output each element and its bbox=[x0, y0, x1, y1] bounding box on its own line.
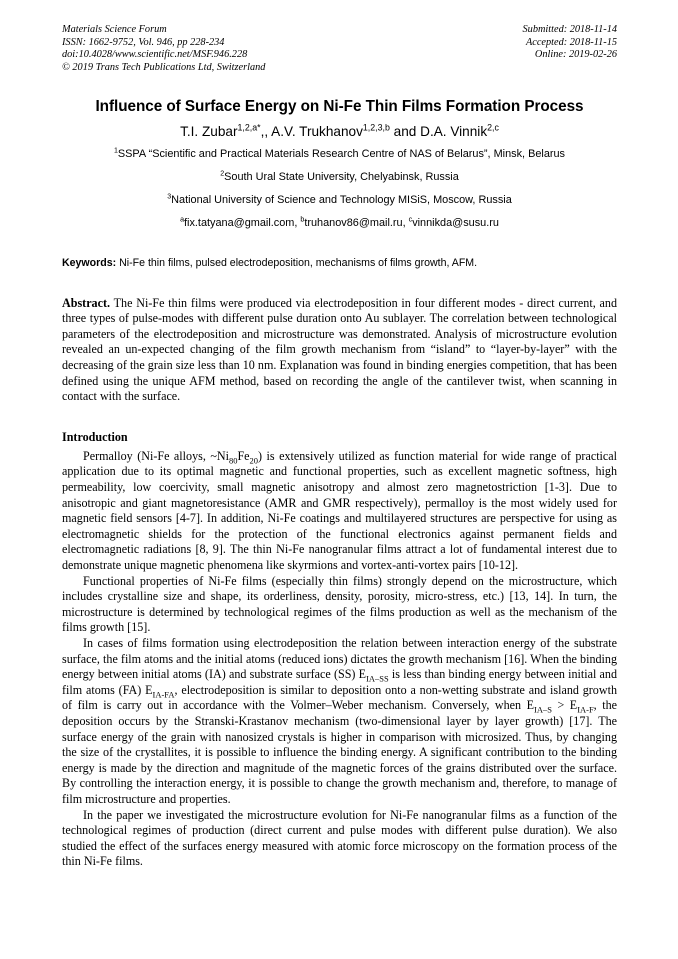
date-online: Online: 2019-02-26 bbox=[534, 49, 617, 61]
journal-copyright: © 2019 Trans Tech Publications Ltd, Switzerland bbox=[62, 61, 266, 73]
affiliation-marker: 2 bbox=[220, 169, 225, 178]
introduction-heading: Introduction bbox=[62, 429, 128, 444]
author-emails bbox=[62, 217, 617, 230]
affiliation-text: South Ural State University, Chelyabinsk, Russia bbox=[224, 170, 459, 183]
email-separator: , bbox=[294, 216, 301, 229]
author-affiliation-marker: 2,c bbox=[487, 122, 499, 133]
para3-subscript-1: IA–SS bbox=[366, 673, 389, 684]
para1-segment-1: Permalloy (Ni-Fe alloys, ~Ni bbox=[83, 448, 229, 463]
date-accepted: Accepted: 2018-11-15 bbox=[525, 36, 617, 48]
para3-subscript-4: IA-F bbox=[577, 704, 594, 715]
author-name: D.A. Vinnik bbox=[420, 124, 488, 140]
para1-subscript-2: 20 bbox=[249, 455, 259, 466]
intro-paragraph-2: Functional properties of Ni-Fe films (especially thin films) strongly depend on the microstructure, which includes crystalline size and shape, its orderliness, density, porosity, micro-stress, etc.) [13, 14]. In turn, the microstructure is determined by technological regimes of the films production as well as the mechanism of the films growth [15]. bbox=[62, 573, 617, 635]
abstract-block bbox=[62, 296, 617, 405]
email-address: fix.tatyana@gmail.com bbox=[184, 216, 295, 229]
paper-title: Influence of Surface Energy on Ni-Fe Thin Films Formation Process bbox=[95, 98, 584, 116]
affiliation-1 bbox=[62, 148, 617, 161]
journal-issn-volume: ISSN: 1662-9752, Vol. 946, pp 228-234 bbox=[62, 36, 225, 48]
publication-dates bbox=[523, 24, 617, 62]
para3-segment-3: , electrodeposition is similar to deposition onto a non-wetting substrate and island growth of film is carry out in accordance with the Volmer–Weber mechanism. Conversely, when E bbox=[62, 682, 617, 713]
author-separator: , bbox=[260, 124, 265, 140]
journal-name: Materials Science Forum bbox=[62, 24, 167, 35]
journal-doi: doi:10.4028/www.scientific.net/MSF.946.228 bbox=[62, 49, 248, 61]
para1-segment-2: Fe bbox=[237, 448, 250, 463]
intro-paragraph-4: In the paper we investigated the microstructure evolution for Ni-Fe nanogranular films as a function of the technological regimes of production (direct current and pulse modes with different pulse duration). We also studied the effect of the surfaces energy measured with atomic force microscopy on the formation process of the thin Ni-Fe films. bbox=[62, 807, 617, 869]
author-list bbox=[62, 123, 617, 140]
para3-segment-1: In cases of films formation using electrodeposition the relation between interaction energy of the substrate surface, the film atoms and the initial atoms (reduced ions) dictates the growth mechanism [16]. When the binding energy between initial atoms (IA) and substrate surface (SS) E bbox=[62, 635, 617, 682]
affiliation-marker: 1 bbox=[113, 146, 118, 155]
keywords-line bbox=[62, 257, 617, 270]
author-affiliation-marker: 1,2,a* bbox=[237, 122, 261, 133]
author-conjunction: and bbox=[393, 124, 421, 140]
keywords-text: Ni-Fe thin films, pulsed electrodeposition, mechanisms of films growth, AFM. bbox=[116, 256, 478, 269]
para3-segment-5: , the deposition occurs by the Stranski-Krastanov mechanism (two-dimensional layer by layer growth) [17]. The surface energy of the grain with nanosized crystals is higher in comparison with microsized. Thus, by changing the size of the crystallites, it is possible to influence the binding energy. A significant contribution to the binding energy is made by the direction and magnitude of the magnetic forces of the grains distributed over the surface. By controlling the interaction energy, it is possible to change the growth mechanism and, therefore, to manage of film microstructure and properties. bbox=[62, 698, 618, 806]
author-name: A.V. Trukhanov bbox=[271, 124, 363, 140]
email-marker: c bbox=[408, 215, 413, 224]
para3-subscript-3: IA–S bbox=[534, 704, 552, 715]
running-header bbox=[62, 24, 617, 74]
para3-subscript-2: IA-FA bbox=[152, 689, 175, 700]
para1-segment-3: ) is extensively utilized as function material for wide range of practical application due to its optimal magnetic and functional properties, such as excellent magnetic softness, high permeability, low coercivity, small magnetic anisotropy and almost zero magnetostriction [1-3]. Due to anisotropic and giant magnetoresistance (AMR and GMR respectively), permalloy is the most widely used for magnetic field sensors [4-7]. In addition, Ni-Fe coatings and multilayered structures are perspective for using as electromagnetic shields for the protection of the functional electronics against permanent fields and electromagnetic radiations [8, 9]. The thin Ni-Fe nanogranular films attract a lot of fundamental interest due to demonstrate unique magnetic phenomena like skyrmions and vortex-anti-vortex pairs [10-12]. bbox=[62, 448, 618, 572]
keywords-label: Keywords: bbox=[62, 256, 117, 269]
intro-paragraph-1 bbox=[62, 449, 617, 574]
email-marker: b bbox=[300, 215, 305, 224]
journal-info bbox=[62, 24, 265, 74]
author-name: T.I. Zubar bbox=[180, 124, 238, 140]
email-address: truhanov86@mail.ru bbox=[304, 216, 403, 229]
email-address: vinnikda@susu.ru bbox=[412, 216, 499, 229]
affiliation-text: National University of Science and Technology MISiS, Moscow, Russia bbox=[171, 193, 512, 206]
abstract-text: The Ni-Fe thin films were produced via electrodeposition in four different modes - direct current, and three types of pulse-modes with different pulse duration onto Au sublayer. The correlation between technological parameters of the electrodeposition and microstructure was demonstrated. Analysis of microstructure evolution revealed an un-expected changing of the film growth mechanism from “island” to “layer-by-layer” with the decreasing of the grain size less than 10 nm. Explanation was found in binding energies competition, that has been defined using the unique AFM method, based on recording the angle of the cantilever twist, when scanning in contact with the surface. bbox=[62, 295, 617, 404]
affiliation-text: SSPA “Scientific and Practical Materials Research Centre of NAS of Belarus”, Minsk, Belarus bbox=[117, 147, 566, 160]
date-submitted: Submitted: 2018-11-14 bbox=[522, 24, 617, 35]
email-separator: , bbox=[402, 216, 409, 229]
intro-paragraph-3 bbox=[62, 636, 617, 808]
para3-segment-2: is less than binding energy between initial and film atoms (FA) E bbox=[62, 667, 617, 697]
affiliation-marker: 3 bbox=[167, 192, 172, 201]
author-separator: , bbox=[264, 124, 272, 140]
author-affiliation-marker: 1,2,3,b bbox=[362, 122, 390, 133]
para3-segment-4: > E bbox=[551, 698, 578, 713]
para1-subscript-1: 80 bbox=[228, 455, 238, 466]
abstract-label: Abstract. bbox=[62, 295, 111, 310]
affiliation-2 bbox=[62, 171, 617, 184]
email-marker: a bbox=[180, 215, 185, 224]
affiliation-3 bbox=[62, 194, 617, 207]
